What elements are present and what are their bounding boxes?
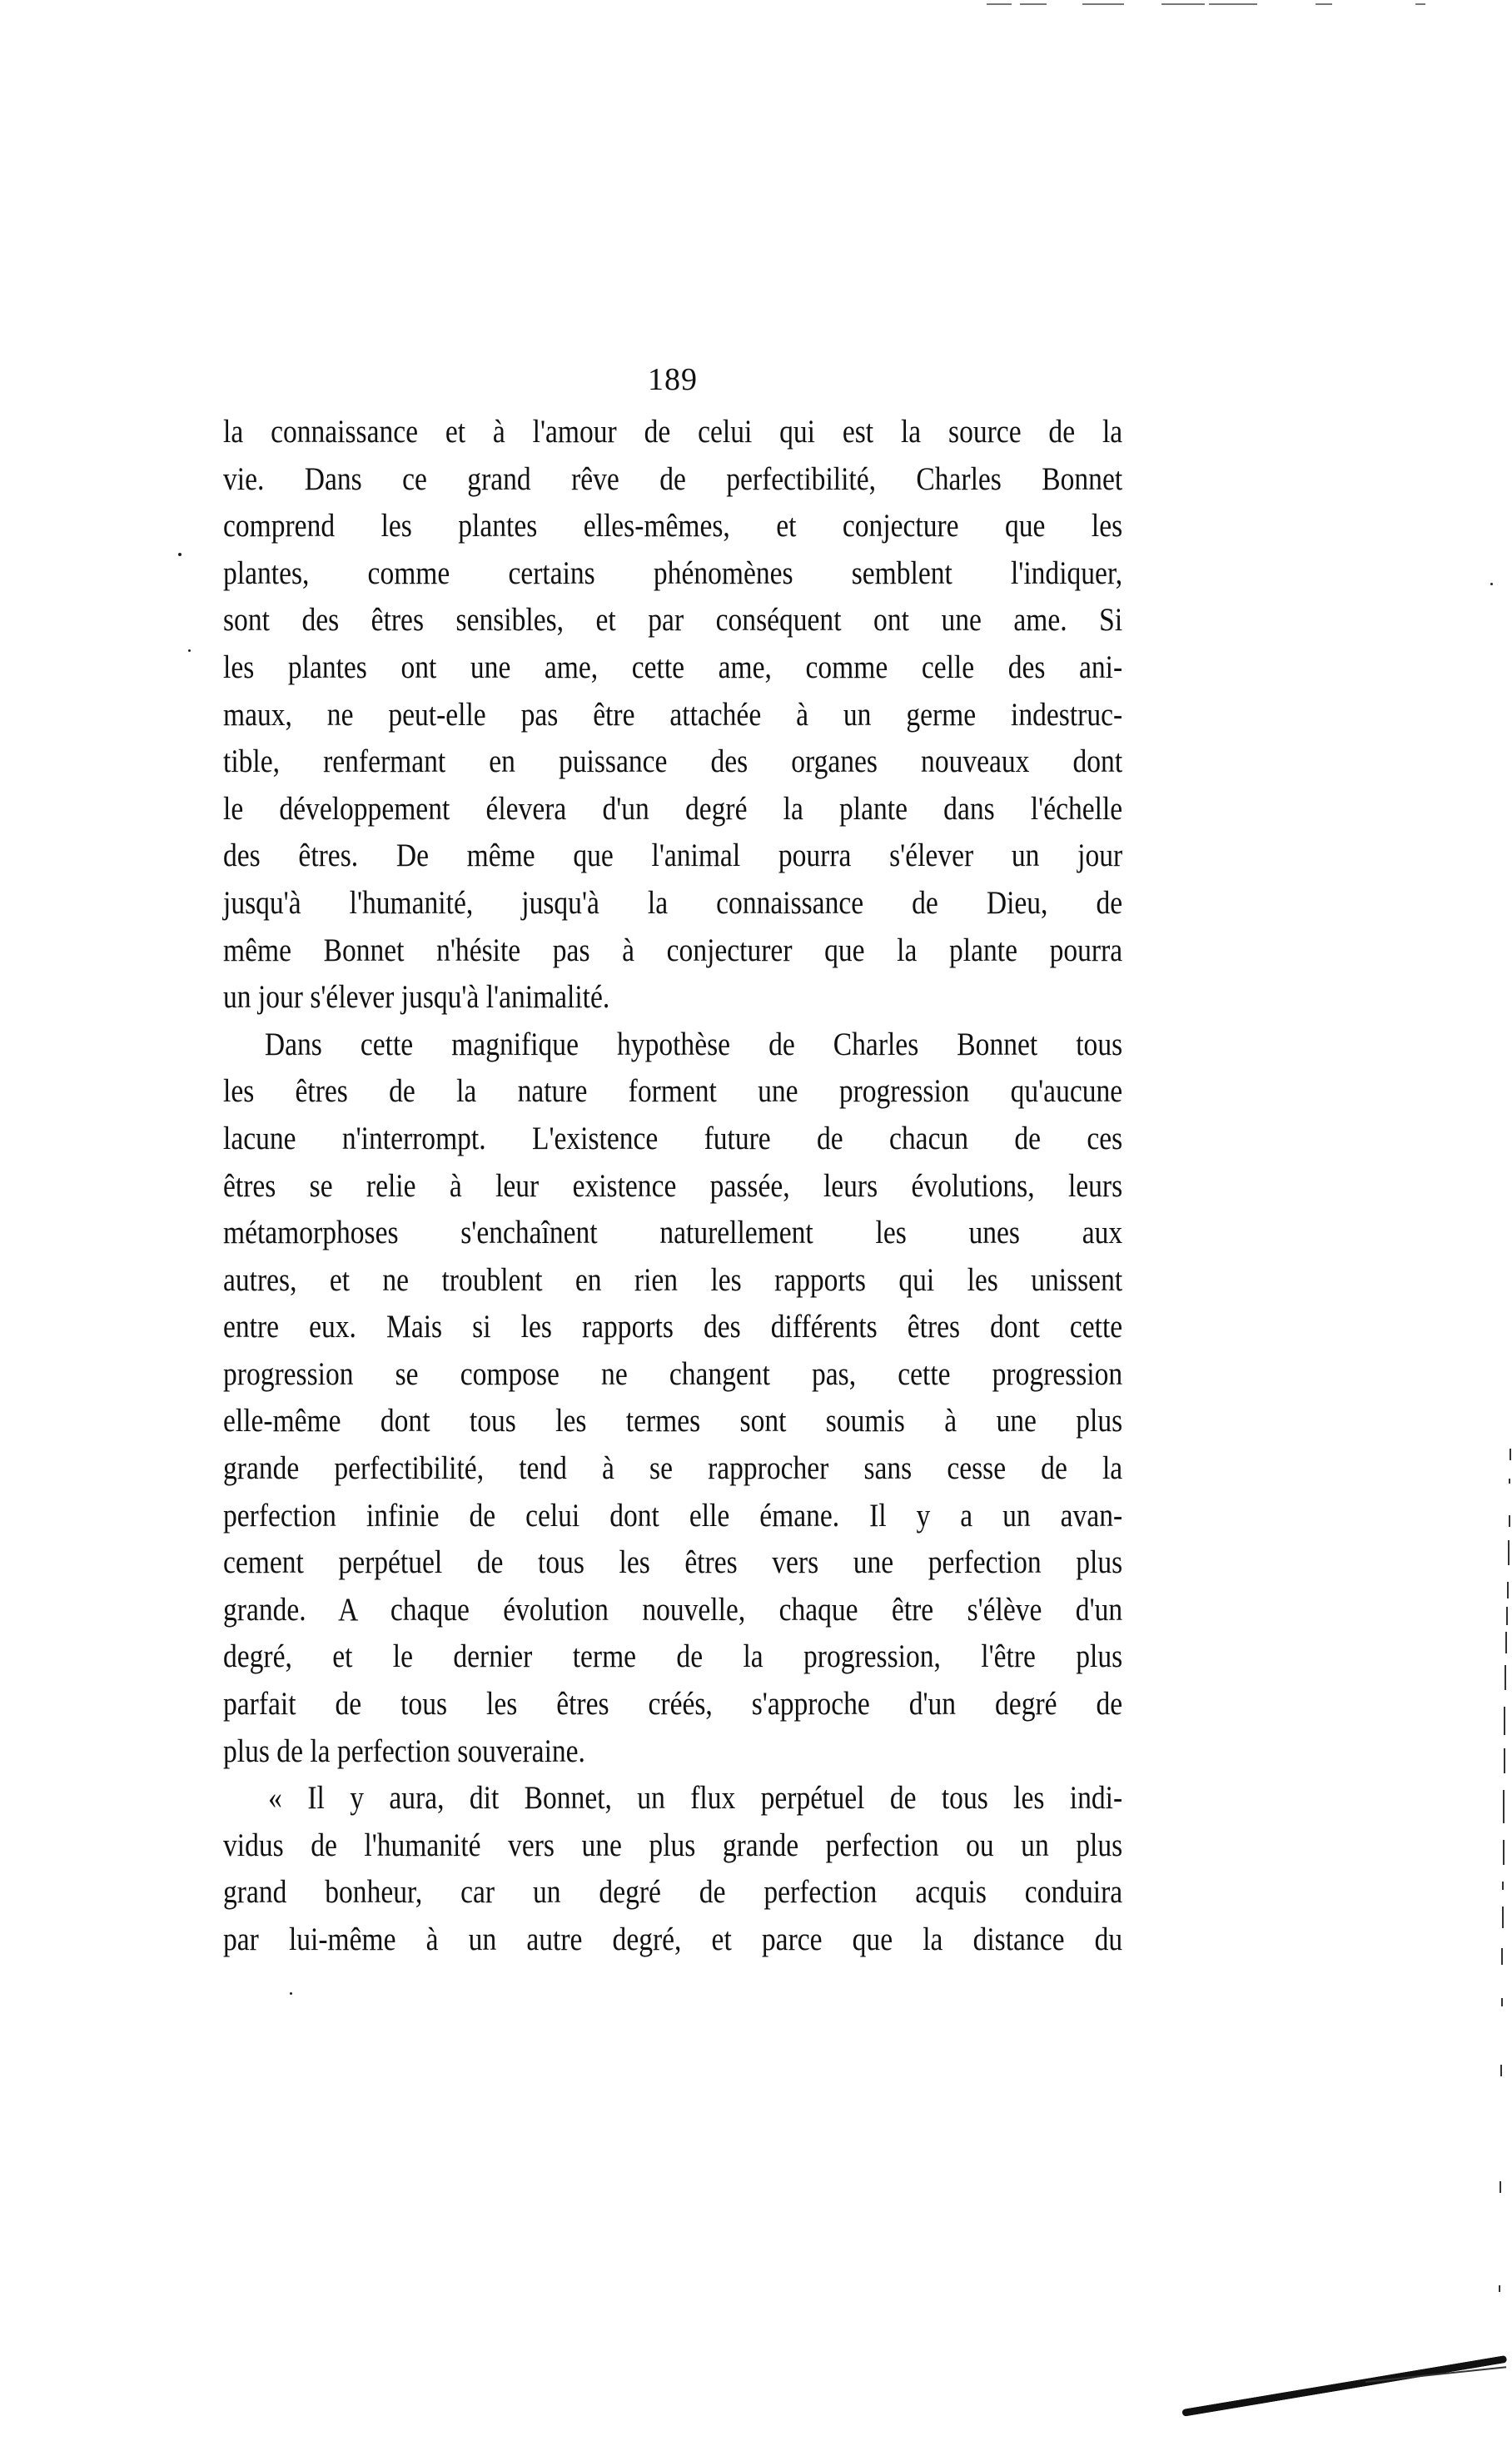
text-line: tible, renfermant en puissance des organes nouveaux dont (223, 743, 1123, 780)
text-line: parfait de tous les êtres créés, s'approche d'un degré de (223, 1686, 1123, 1723)
text-line: autres, et ne troublent en rien les rapports qui les unissent (223, 1261, 1123, 1298)
text-line: elle-même dont tous les termes sont soumis à une plus (223, 1403, 1123, 1439)
text-line: vidus de l'humanité vers une plus grande perfection ou un plus (223, 1827, 1123, 1863)
text-line: vie. Dans ce grand rêve de perfectibilité, Charles Bonnet (223, 460, 1123, 497)
text-line: degré, et le dernier terme de la progression, l'être plus (223, 1638, 1123, 1675)
scan-speck (188, 649, 191, 652)
text-line: plantes, comme certains phénomènes semblent l'indiquer, (223, 554, 1123, 591)
text-line: sont des êtres sensibles, et par conséquent ont une ame. Si (223, 602, 1123, 639)
scan-edge-mark (1502, 1882, 1504, 1890)
text-line: cement perpétuel de tous les êtres vers une perfection plus (223, 1544, 1123, 1581)
text-line: grand bonheur, car un degré de perfection acquis conduira (223, 1874, 1123, 1911)
text-line: un jour s'élever jusqu'à l'animalité. (223, 979, 610, 1016)
scan-edge-mark (1505, 1665, 1506, 1690)
scan-edge-mark (1501, 1998, 1503, 2006)
text-line: « Il y aura, dit Bonnet, un flux perpétuel de tous les indi- (268, 1780, 1123, 1817)
scan-artifact (987, 3, 1012, 5)
text-line: grande. A chaque évolution nouvelle, chaque être s'élève d'un (223, 1591, 1123, 1628)
text-line: même Bonnet n'hésite pas à conjecturer que la plante pourra (223, 932, 1123, 968)
text-line: plus de la perfection souveraine. (223, 1733, 585, 1769)
text-line: Dans cette magnifique hypothèse de Charles Bonnet tous (264, 1026, 1123, 1062)
text-line: jusqu'à l'humanité, jusqu'à la connaissance de Dieu, de (223, 884, 1123, 921)
page-number: 189 (648, 362, 698, 397)
text-line: les êtres de la nature forment une progression qu'aucune (223, 1073, 1123, 1110)
text-line: des êtres. De même que l'animal pourra s'élever un jour (223, 838, 1123, 874)
scan-artifact (1082, 3, 1124, 5)
text-line: entre eux. Mais si les rapports des différents êtres dont cette (223, 1309, 1123, 1345)
scan-edge-mark (1499, 2285, 1500, 2292)
body-text (223, 409, 1122, 1964)
scan-edge-mark (1508, 1540, 1510, 1565)
scan-edge-mark (1504, 1748, 1505, 1773)
scan-edge-mark (1509, 1515, 1510, 1527)
scan-speck (290, 1992, 292, 1995)
scan-artifact (1020, 3, 1047, 5)
scan-speck (178, 553, 182, 556)
text-line: métamorphoses s'enchaînent naturellement les unes aux (223, 1215, 1123, 1251)
scan-artifact (1316, 3, 1332, 5)
scan-edge-mark (1510, 1449, 1511, 1460)
scan-edge-mark (1500, 2181, 1501, 2193)
scan-speck (1490, 583, 1493, 585)
scan-edge-mark (1509, 1479, 1510, 1484)
text-line: comprend les plantes elles-mêmes, et conjecture que les (223, 508, 1123, 544)
text-line: grande perfectibilité, tend à se rapprocher sans cesse de la (223, 1450, 1123, 1487)
text-line: progression se compose ne changent pas, cette progression (223, 1355, 1123, 1392)
scan-edge-mark (1506, 1607, 1508, 1625)
text-line: êtres se relie à leur existence passée, leurs évolutions, leurs (223, 1167, 1123, 1204)
scan-edge-stroke (1181, 2355, 1507, 2417)
scan-artifact (1415, 3, 1425, 5)
scan-artifact (1209, 3, 1257, 5)
text-line: le développement élevera d'un degré la plante dans l'échelle (223, 790, 1123, 827)
scan-edge-mark (1504, 1707, 1505, 1735)
scan-edge-mark (1502, 1907, 1504, 1928)
scan-edge-mark (1505, 1632, 1507, 1653)
text-line: perfection infinie de celui dont elle émane. Il y a un avan- (223, 1497, 1123, 1534)
scan-edge-mark (1503, 1790, 1505, 1823)
scan-edge-mark (1501, 1948, 1503, 1965)
scan-artifact (1161, 3, 1205, 5)
text-line: la connaissance et à l'amour de celui qui est la source de la (223, 414, 1123, 450)
scan-edge-mark (1507, 1582, 1509, 1598)
text-line: les plantes ont une ame, cette ame, comme celle des ani- (223, 649, 1123, 685)
scan-edge-mark (1503, 1840, 1505, 1865)
text-line: maux, ne peut-elle pas être attachée à un germe indestruc- (223, 696, 1123, 733)
scan-edge-mark (1500, 2065, 1502, 2076)
text-line: lacune n'interrompt. L'existence future de chacun de ces (223, 1120, 1123, 1156)
text-line: par lui-même à un autre degré, et parce que la distance du (223, 1921, 1123, 1957)
